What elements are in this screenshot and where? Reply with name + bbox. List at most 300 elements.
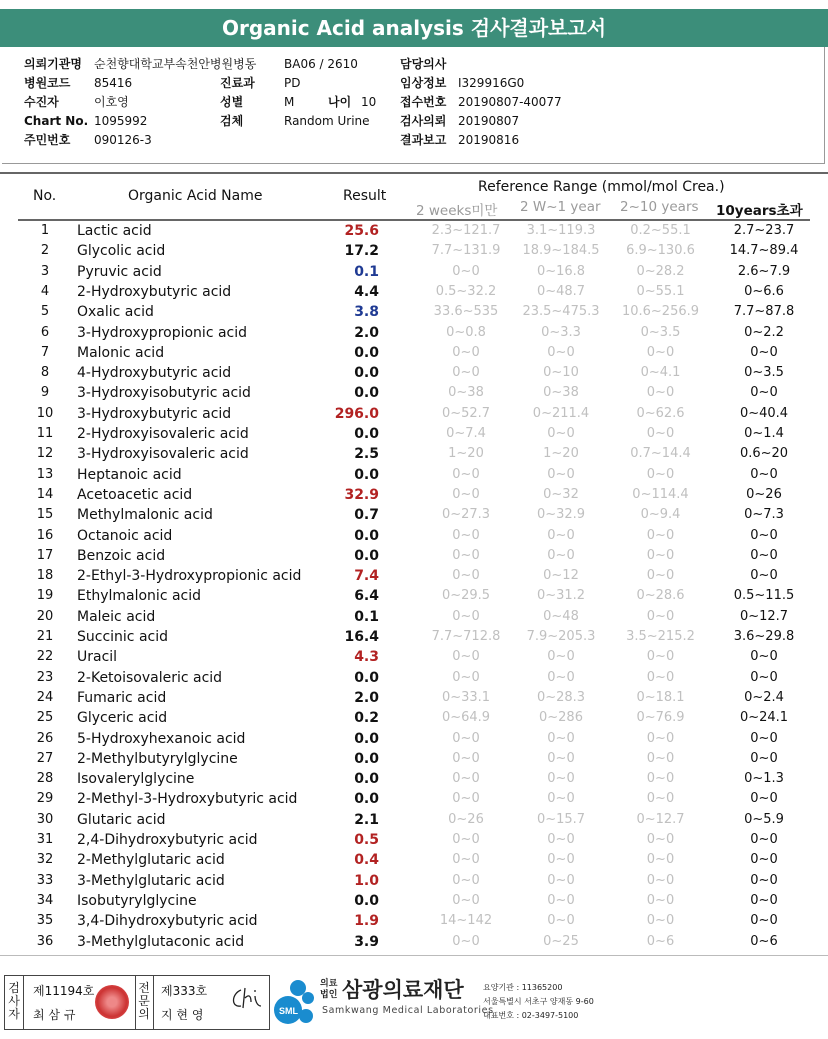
table-row [0,566,828,586]
info-label: 결과보고 [400,133,447,147]
info-value: 090126-3 [94,133,152,147]
ref-range-2weeks: 0~0 [452,486,480,502]
ref-range-over10y: 0~24.1 [739,710,789,726]
info-value: 이호영 [94,95,129,109]
row-number: 22 [36,649,54,665]
ref-range-2-10y: 0~6 [646,933,675,949]
table-row [0,586,828,606]
acid-name: 3-Methylglutaconic acid [77,933,245,950]
signature-box [4,975,270,1030]
result-value: 4.4 [354,283,379,300]
ref-range-2weeks: 0~0 [452,344,480,360]
row-number: 28 [36,771,54,787]
ref-range-over10y: 0~0 [750,649,778,665]
info-row [220,112,370,131]
ref-range-over10y: 0~26 [746,486,782,502]
ref-range-2w-1y: 0~0 [547,852,575,868]
result-value: 4.3 [354,649,379,666]
ref-range-2weeks: 0~0 [452,771,480,787]
ref-range-2-10y: 0~0 [646,568,675,584]
ref-range-2-10y: 0~0 [646,892,675,908]
vertical-char: 전 [138,981,150,995]
info-label: 임상정보 [400,76,447,90]
row-number: 26 [36,730,54,746]
header-ref-col2: 2 W~1 year [520,199,601,215]
vertical-char: 사 [8,994,20,1008]
info-row [400,55,562,74]
result-value: 0.0 [354,892,379,909]
ref-range-2weeks: 0~38 [448,385,484,401]
ref-range-2weeks: 0~27.3 [441,507,491,523]
inspector-vertical-label [7,982,21,1021]
result-value: 16.4 [344,629,379,645]
ref-range-2w-1y: 0~16.8 [536,263,586,279]
ref-range-2w-1y: 0~28.3 [536,689,586,705]
ref-range-2weeks: 33.6~535 [433,304,499,320]
table-row [0,546,828,566]
ref-range-2-10y: 0~0 [646,385,675,401]
acid-name: Lactic acid [77,223,152,239]
result-value: 1.9 [354,913,379,930]
ref-range-over10y: 0.5~11.5 [733,588,795,604]
org-code-line: 요양기관 : 11365200 [483,983,563,992]
ref-range-2weeks: 0~0 [452,649,480,665]
ref-range-2w-1y: 0~0 [547,649,575,665]
ref-range-2w-1y: 0~38 [543,385,579,401]
ref-range-over10y: 7.7~87.8 [733,304,795,320]
ref-range-2-10y: 0~4.1 [640,365,681,381]
patient-info-col3 [400,55,562,150]
row-number: 11 [36,426,54,441]
specialist-license-no: 제333호 [161,984,208,998]
ref-range-2-10y: 0~0 [646,872,675,888]
table-row [0,241,828,261]
ref-range-over10y: 0~0 [750,730,778,746]
table-row [0,627,828,647]
acid-name: Isobutyrylglycine [77,892,197,909]
info-row [24,131,256,150]
ref-range-2-10y: 10.6~256.9 [621,304,700,320]
ref-range-2weeks: 14~142 [439,913,493,929]
table-row [0,891,828,911]
ref-range-over10y: 2.7~23.7 [733,223,795,238]
result-value: 32.9 [344,486,379,503]
acid-name: Succinic acid [77,629,169,645]
ref-range-2weeks: 0~26 [448,811,484,827]
divider [23,976,24,1029]
info-value: PD [284,76,301,90]
ref-range-2weeks: 0~0 [452,730,480,746]
row-number: 24 [36,689,54,705]
ref-range-2-10y: 0~0 [646,466,675,482]
info-value: 순천향대학교부속천안병원병동 [94,57,257,71]
result-value: 296.0 [334,405,379,422]
ref-range-2w-1y: 0~0 [547,344,575,360]
ref-range-2w-1y: 0~0 [547,791,575,807]
row-number: 33 [36,872,54,888]
acid-name: 3-Methylglutaric acid [77,872,225,889]
result-value: 7.4 [354,568,379,585]
table-row [0,404,828,424]
row-number: 16 [36,527,54,543]
acid-name: 5-Hydroxyhexanoic acid [77,730,246,747]
info-value: 1095992 [94,114,148,128]
info-label: 접수번호 [400,95,447,109]
result-value: 1.0 [354,872,379,889]
ref-range-over10y: 0~12.7 [739,608,789,624]
table-row [0,444,828,464]
ref-range-over10y: 0~0 [750,466,778,482]
ref-range-2-10y: 0~0 [646,913,675,929]
result-value: 0.5 [354,832,379,848]
info-row [24,55,256,74]
result-value: 0.0 [354,344,379,361]
ref-range-2w-1y: 0~0 [547,466,575,482]
info-label: 성별 [220,95,244,109]
result-value: 3.9 [354,933,379,950]
ref-range-2w-1y: 0~0 [547,750,575,766]
info-label: 수진자 [24,95,59,109]
result-value: 0.0 [354,466,379,483]
ref-range-over10y: 0~2.2 [744,324,784,340]
ref-range-over10y: 0~0 [750,913,778,929]
ref-range-over10y: 14.7~89.4 [729,243,799,259]
row-number: 5 [40,304,50,320]
header-ref-col4: 10years초과 [716,203,803,219]
row-number: 19 [36,588,54,604]
ref-range-2weeks: 1~20 [448,446,484,462]
result-value: 0.0 [354,527,379,544]
table-row [0,262,828,282]
ref-range-2weeks: 0~0 [452,791,480,807]
ref-range-over10y: 0~0 [750,547,778,563]
divider [153,976,154,1029]
result-value: 17.2 [344,243,379,260]
result-value: 0.0 [354,426,379,442]
table-row [0,789,828,809]
ref-range-2w-1y: 0~0 [547,669,575,685]
row-number: 12 [36,446,54,462]
table-row [0,871,828,891]
specialist-name: 지 현 영 [161,1008,204,1022]
age-field [328,93,376,112]
table-row [0,769,828,789]
ref-range-2-10y: 0~0 [646,791,675,807]
ref-range-over10y: 0~1.3 [744,771,784,787]
vertical-char: 검 [8,981,20,995]
ref-range-2w-1y: 0~0 [547,771,575,787]
age-value: 10 [361,95,377,109]
result-value: 0.2 [354,710,379,727]
info-row [400,93,562,112]
row-number: 32 [36,852,54,868]
ref-range-2w-1y: 0~0 [547,426,575,441]
row-number: 8 [40,365,50,381]
org-english-name: Samkwang Medical Laboratories [322,1005,494,1016]
header-result: Result [343,188,387,204]
specialist-vertical-label [137,982,151,1021]
ref-range-2weeks: 0~0 [452,466,480,482]
info-label: 담당의사 [400,57,447,71]
inspector-seal-icon [95,985,129,1019]
row-number: 14 [36,486,54,502]
ref-range-2weeks: 0.5~32.2 [435,283,497,299]
ref-range-2weeks: 0~64.9 [441,710,491,726]
result-value: 0.1 [354,608,379,625]
ref-range-over10y: 0~6.6 [744,283,784,299]
ref-range-2weeks: 0~0 [452,527,480,543]
acid-name: 2-Ethyl-3-Hydroxypropionic acid [77,568,302,585]
ref-range-2w-1y: 0~0 [547,832,575,847]
org-address-line: 서울특별시 서초구 양재동 9-60 [483,997,594,1006]
age-label: 나이 [328,95,352,109]
ref-range-2-10y: 0~28.6 [636,588,685,604]
ref-range-over10y: 0~5.9 [744,811,784,827]
ref-range-2weeks: 0~0 [452,933,480,949]
table-row [0,850,828,870]
acid-name: Maleic acid [77,608,156,625]
acid-name: Acetoacetic acid [77,486,193,503]
ref-range-2-10y: 0~114.4 [632,486,689,502]
table-row [0,485,828,505]
ref-range-2weeks: 0~0 [452,892,480,908]
ref-range-over10y: 0~0 [750,669,778,685]
ref-range-2w-1y: 0~0 [547,547,575,563]
acid-name: Heptanoic acid [77,466,182,483]
acid-name: 2-Methylbutyrylglycine [77,750,238,767]
row-number: 10 [36,405,54,421]
table-row [0,363,828,383]
table-row [0,729,828,749]
ref-range-2w-1y: 3.1~119.3 [526,223,596,238]
row-number: 7 [40,344,50,360]
ref-range-2-10y: 0~0 [646,669,675,685]
result-value: 2.5 [354,446,379,463]
info-row [400,112,562,131]
vertical-char: 문 [138,994,150,1008]
info-value: 85416 [94,76,133,90]
row-number: 36 [36,933,54,949]
ref-range-2-10y: 0~0 [646,771,675,787]
ref-range-2weeks: 0~0 [452,852,480,868]
row-number: 2 [40,243,50,259]
signature-icon [227,984,263,1014]
ref-range-2weeks: 0~0 [452,568,480,584]
ref-range-2-10y: 0.7~14.4 [630,446,691,462]
info-label: 진료과 [220,76,255,90]
ref-range-2weeks: 0~29.5 [441,588,491,604]
ref-range-2w-1y: 0~10 [543,365,579,381]
acid-name: 2-Hydroxyisovaleric acid [77,426,249,442]
acid-name: 3,4-Dihydroxybutyric acid [77,913,258,930]
result-value: 2.0 [354,689,379,706]
ref-range-over10y: 0~0 [750,568,778,584]
ref-range-2-10y: 0.2~55.1 [630,223,691,238]
row-number: 9 [40,385,50,401]
row-number: 20 [36,608,54,624]
ref-range-2w-1y: 0~25 [543,933,579,949]
table-bottom-rule [0,955,828,956]
acid-name: Malonic acid [77,344,165,361]
info-label: 검사의뢰 [400,114,447,128]
row-number: 17 [36,547,54,563]
org-prefix-line: 법인 [320,990,338,1000]
ref-range-2weeks: 0~0 [452,872,480,888]
table-row [0,911,828,931]
ref-range-2w-1y: 18.9~184.5 [522,243,600,259]
org-contact-info [483,981,594,1023]
org-prefix [320,979,337,1001]
table-row [0,647,828,667]
ref-range-2-10y: 0~12.7 [636,811,685,827]
table-row [0,830,828,850]
ref-range-2weeks: 0~0 [452,669,480,685]
info-row [220,74,370,93]
result-value: 0.0 [354,547,379,564]
table-row [0,932,828,952]
row-number: 25 [36,710,54,726]
row-number: 18 [36,568,54,584]
ref-range-2weeks: 0~7.4 [446,426,486,441]
ref-range-2-10y: 0~28.2 [636,263,685,279]
ref-range-over10y: 0~3.5 [744,365,784,381]
result-value: 0.0 [354,365,379,382]
ref-range-2w-1y: 0~0 [547,872,575,888]
result-value: 0.7 [354,507,379,524]
row-number: 21 [36,629,54,644]
ref-range-2weeks: 0~0 [452,547,480,563]
vertical-char: 자 [8,1007,20,1021]
ref-range-over10y: 0~0 [750,385,778,401]
row-number: 29 [36,791,54,807]
table-row [0,323,828,343]
ref-range-over10y: 0~7.3 [744,507,784,523]
ref-range-2-10y: 0~3.5 [640,324,681,340]
ref-range-2weeks: 0~0 [452,750,480,766]
table-row [0,383,828,403]
result-value: 25.6 [344,223,379,239]
info-label: 병원코드 [24,76,71,90]
ref-range-2weeks: 0~0 [452,608,480,624]
result-value: 0.4 [354,852,379,869]
ref-range-over10y: 0~0 [750,872,778,888]
row-number: 1 [40,223,50,238]
ref-range-2-10y: 0~0 [646,527,675,543]
divider [135,976,136,1029]
ref-range-2w-1y: 7.9~205.3 [526,629,596,644]
table-row [0,708,828,728]
ref-range-2w-1y: 0~286 [539,710,583,726]
acid-name: 2-Methyl-3-Hydroxybutyric acid [77,791,298,808]
ref-range-2-10y: 6.9~130.6 [626,243,695,259]
logo-text: SML [279,1006,298,1016]
ref-range-2w-1y: 0~31.2 [536,588,586,604]
header-ref-title: Reference Range (mmol/mol Crea.) [478,179,725,195]
info-value: 20190816 [458,133,520,147]
table-row [0,343,828,363]
info-row [400,74,562,93]
row-number: 3 [40,263,50,279]
ref-range-over10y: 0~40.4 [739,405,789,421]
ref-range-2-10y: 0~62.6 [636,405,685,421]
result-value: 0.0 [354,750,379,767]
acid-name: Uracil [77,649,118,666]
ref-range-2-10y: 0~18.1 [636,689,685,705]
ref-range-2-10y: 0~55.1 [636,283,685,299]
ref-range-2w-1y: 0~0 [547,892,575,908]
acid-name: 2-Hydroxybutyric acid [77,283,232,300]
info-label: 검체 [220,114,244,128]
info-value: I329916G0 [458,76,525,90]
table-row [0,221,828,241]
ref-range-2weeks: 7.7~131.9 [431,243,501,259]
inspector-license-no: 제11194호 [33,984,95,998]
ref-range-2w-1y: 0~0 [547,730,575,746]
result-value: 0.0 [354,771,379,788]
header-no: No. [33,188,57,204]
info-value: Random Urine [284,114,370,128]
ref-range-over10y: 0~0 [750,852,778,868]
ref-range-2w-1y: 0~0 [547,527,575,543]
ref-range-2w-1y: 0~48.7 [536,283,586,299]
acid-name: Glyceric acid [77,710,168,727]
ref-range-2weeks: 7.7~712.8 [431,629,501,644]
ref-range-2w-1y: 0~0 [547,913,575,929]
header-name: Organic Acid Name [128,188,263,204]
acid-name: Glutaric acid [77,811,166,828]
row-number: 27 [36,750,54,766]
ref-range-2-10y: 0~0 [646,649,675,665]
header-ref-col1: 2 weeks미만 [416,203,498,219]
ref-range-2w-1y: 0~211.4 [532,405,590,421]
info-value: M [284,95,295,109]
row-number: 31 [36,832,54,847]
row-number: 35 [36,913,54,929]
result-value: 0.0 [354,730,379,747]
ref-range-2-10y: 0~0 [646,608,675,624]
ref-range-2weeks: 0~0.8 [446,324,486,340]
result-value: 0.0 [354,669,379,686]
ref-range-2-10y: 0~0 [646,832,675,847]
acid-name: Oxalic acid [77,304,154,321]
ref-range-2-10y: 0~9.4 [640,507,681,523]
ward-value: BA06 / 2610 [284,57,358,71]
org-name: 삼광의료재단 [342,978,464,1002]
ref-range-over10y: 0~0 [750,750,778,766]
table-row [0,505,828,525]
vertical-char: 의 [138,1007,150,1021]
acid-name: 4-Hydroxybutyric acid [77,365,232,382]
acid-name: 3-Hydroxyisobutyric acid [77,385,251,402]
table-row [0,607,828,627]
ref-range-2weeks: 0~0 [452,832,480,847]
ref-range-over10y: 3.6~29.8 [733,629,795,644]
acid-name: 3-Hydroxyisovaleric acid [77,446,249,463]
ref-range-2-10y: 0~0 [646,750,675,766]
info-value: 20190807 [458,114,520,128]
result-value: 6.4 [354,588,379,605]
org-phone-line: 대표번호 : 02-3497-5100 [483,1011,579,1020]
ref-range-2w-1y: 0~12 [543,568,579,584]
ref-range-2w-1y: 1~20 [543,446,579,462]
ref-range-2weeks: 0~0 [452,365,480,381]
ref-range-over10y: 0~2.4 [744,689,784,705]
info-label: 의뢰기관명 [24,57,82,71]
ref-range-over10y: 0~0 [750,791,778,807]
acid-name: 3-Hydroxybutyric acid [77,405,232,422]
ref-range-over10y: 0~0 [750,892,778,908]
result-value: 2.1 [354,811,379,828]
